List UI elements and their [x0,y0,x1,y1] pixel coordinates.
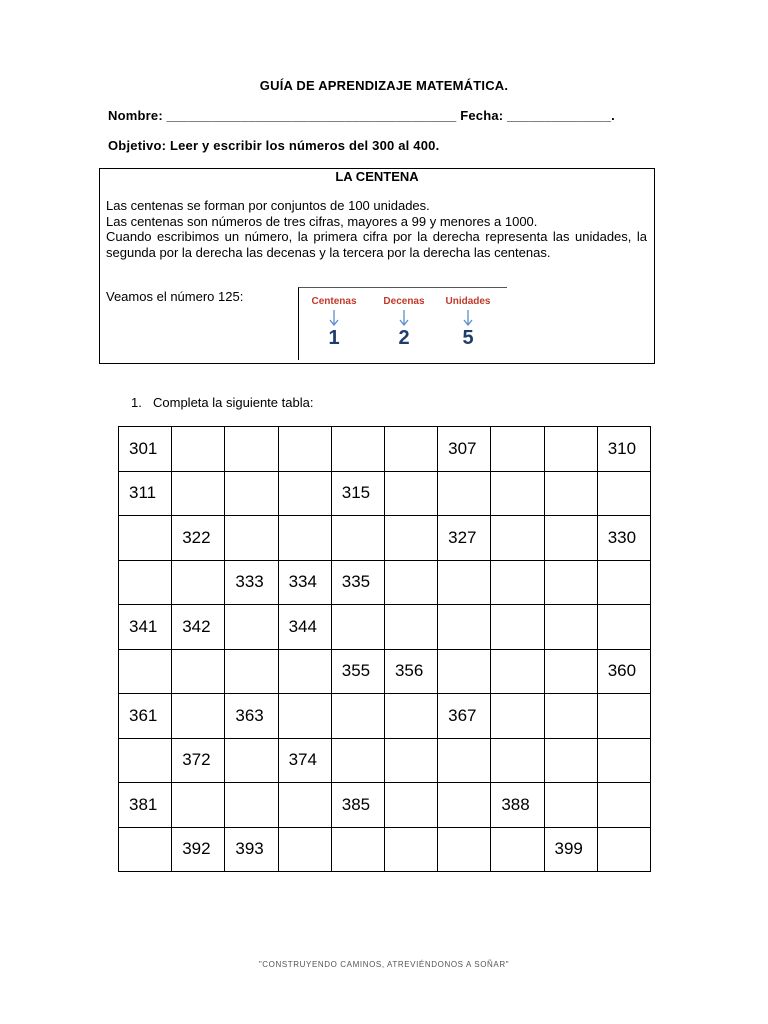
empty-table-cell[interactable] [544,783,597,828]
diagram-digit: 1 [328,327,340,349]
empty-table-cell[interactable] [278,827,331,872]
empty-table-cell[interactable] [225,783,278,828]
empty-table-cell[interactable] [331,516,384,561]
empty-table-cell[interactable] [544,649,597,694]
diagram-digit: 5 [462,327,474,349]
table-cell: 399 [544,827,597,872]
empty-table-cell[interactable] [119,560,172,605]
empty-table-cell[interactable] [491,694,544,739]
table-cell: 334 [278,560,331,605]
empty-table-cell[interactable] [331,738,384,783]
empty-table-cell[interactable] [278,649,331,694]
empty-table-cell[interactable] [225,516,278,561]
empty-table-cell[interactable] [172,694,225,739]
empty-table-cell[interactable] [544,605,597,650]
table-cell: 335 [331,560,384,605]
table-cell: 341 [119,605,172,650]
table-cell: 301 [119,427,172,472]
empty-table-cell[interactable] [384,694,437,739]
empty-table-cell[interactable] [384,738,437,783]
empty-table-cell[interactable] [384,427,437,472]
table-row [119,783,651,828]
empty-table-cell[interactable] [491,427,544,472]
table-cell: 392 [172,827,225,872]
table-cell: 367 [438,694,491,739]
empty-table-cell[interactable] [597,694,650,739]
table-row [119,827,651,872]
table-cell: 330 [597,516,650,561]
empty-table-cell[interactable] [544,427,597,472]
empty-table-cell[interactable] [331,427,384,472]
empty-table-cell[interactable] [225,605,278,650]
table-cell: 307 [438,427,491,472]
page-title: GUÍA DE APRENDIZAJE MATEMÁTICA. [259,78,509,93]
empty-table-cell[interactable] [544,516,597,561]
empty-table-cell[interactable] [544,738,597,783]
empty-table-cell[interactable] [438,471,491,516]
empty-table-cell[interactable] [491,827,544,872]
empty-table-cell[interactable] [119,649,172,694]
empty-table-cell[interactable] [225,738,278,783]
box-text [106,198,647,260]
table-cell: 393 [225,827,278,872]
empty-table-cell[interactable] [384,516,437,561]
table-row [119,471,651,516]
empty-table-cell[interactable] [278,471,331,516]
table-row [119,649,651,694]
table-cell: 322 [172,516,225,561]
down-arrow-icon [329,310,339,326]
down-arrow-icon [463,310,473,326]
empty-table-cell[interactable] [544,560,597,605]
box-paragraph: Las centenas son números de tres cifras, mayores a 99 y menores a 1000. [106,213,538,229]
objective-line: Objetivo: Leer y escribir los números del 300 al 400. [108,138,440,153]
footer-motto: "CONSTRUYENDO CAMINOS, ATREVIÉNDONOS A SOÑAR" [258,960,510,969]
example-text: Veamos el número 125: [106,289,244,304]
empty-table-cell[interactable] [491,738,544,783]
table-cell: 310 [597,427,650,472]
table-cell: 360 [597,649,650,694]
empty-table-cell[interactable] [491,516,544,561]
table-cell: 385 [331,783,384,828]
empty-table-cell[interactable] [172,471,225,516]
empty-table-cell[interactable] [331,694,384,739]
empty-table-cell[interactable] [119,738,172,783]
table-cell: 333 [225,560,278,605]
table-cell: 381 [119,783,172,828]
empty-table-cell[interactable] [278,516,331,561]
empty-table-cell[interactable] [331,827,384,872]
table-row [119,427,651,472]
empty-table-cell[interactable] [225,427,278,472]
empty-table-cell[interactable] [225,471,278,516]
empty-table-cell[interactable] [438,738,491,783]
empty-table-cell[interactable] [491,649,544,694]
empty-table-cell[interactable] [172,560,225,605]
empty-table-cell[interactable] [384,827,437,872]
empty-table-cell[interactable] [597,738,650,783]
exercise-instruction [131,395,313,410]
empty-table-cell[interactable] [438,605,491,650]
empty-table-cell[interactable] [597,827,650,872]
diagram-column-centenas [299,296,369,349]
exercise-number: 1. [131,395,142,410]
table-cell: 315 [331,471,384,516]
empty-table-cell[interactable] [384,471,437,516]
diagram-column-unidades [433,296,503,349]
empty-table-cell[interactable] [119,827,172,872]
empty-table-cell[interactable] [544,471,597,516]
empty-table-cell[interactable] [172,649,225,694]
empty-table-cell[interactable] [172,427,225,472]
table-cell: 327 [438,516,491,561]
empty-table-cell[interactable] [225,649,278,694]
table-row [119,560,651,605]
empty-table-cell[interactable] [172,783,225,828]
empty-table-cell[interactable] [384,560,437,605]
diagram-label: Unidades [445,296,491,307]
empty-table-cell[interactable] [384,783,437,828]
empty-table-cell[interactable] [278,694,331,739]
table-row [119,605,651,650]
empty-table-cell[interactable] [119,516,172,561]
empty-table-cell[interactable] [438,783,491,828]
diagram-label: Decenas [383,296,425,307]
empty-table-cell[interactable] [597,560,650,605]
empty-table-cell[interactable] [491,560,544,605]
empty-table-cell[interactable] [438,827,491,872]
empty-table-cell[interactable] [491,605,544,650]
place-value-diagram [298,287,507,360]
table-cell: 372 [172,738,225,783]
diagram-label: Centenas [311,296,357,307]
empty-table-cell[interactable] [331,605,384,650]
exercise-text: Completa la siguiente tabla: [153,395,314,410]
empty-table-cell[interactable] [597,471,650,516]
down-arrow-icon [399,310,409,326]
empty-table-cell[interactable] [491,471,544,516]
table-cell: 363 [225,694,278,739]
empty-table-cell[interactable] [597,605,650,650]
empty-table-cell[interactable] [278,427,331,472]
table-row [119,738,651,783]
table-cell: 355 [331,649,384,694]
table-row [119,694,651,739]
centena-info-box [99,168,655,364]
table-cell: 344 [278,605,331,650]
table-cell: 361 [119,694,172,739]
table-cell: 388 [491,783,544,828]
table-cell: 342 [172,605,225,650]
box-paragraph: Cuando escribimos un número, la primera cifra por la derecha representa las unidades, la segunda por la derecha las decenas y la tercera por la derecha las centenas. [106,229,647,260]
diagram-column-decenas [369,296,439,349]
table-cell: 374 [278,738,331,783]
empty-table-cell[interactable] [438,560,491,605]
number-table [118,426,651,872]
empty-table-cell[interactable] [384,605,437,650]
diagram-digit: 2 [398,327,410,349]
box-title: LA CENTENA [335,169,419,184]
table-row [119,516,651,561]
box-paragraph: Las centenas se forman por conjuntos de 100 unidades. [106,198,430,213]
empty-table-cell[interactable] [278,783,331,828]
empty-table-cell[interactable] [597,783,650,828]
table-cell: 311 [119,471,172,516]
name-date-line: Nombre: _______________________________________ Fecha: ______________. [108,108,615,123]
empty-table-cell[interactable] [438,649,491,694]
empty-table-cell[interactable] [544,694,597,739]
table-cell: 356 [384,649,437,694]
